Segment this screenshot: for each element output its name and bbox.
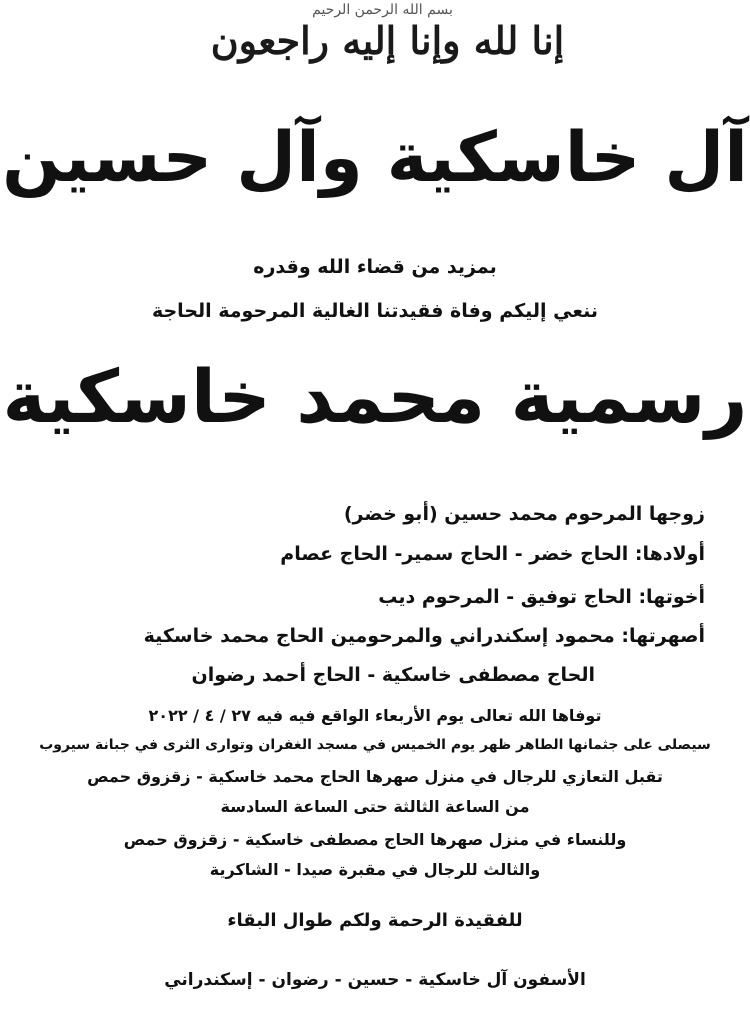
- intro-line-2: ننعي إليكم وفاة فقيدتنا الغالية المرحومة الحاجة: [151, 300, 599, 322]
- condolences-men-line: تقبل التعازي للرجال في منزل صهرها الحاج محمد خاسكية - زقزوق حمص: [87, 767, 663, 786]
- family-title: آل خاسكية وآل حسين: [2, 118, 748, 198]
- closing-line: للفقيدة الرحمة ولكم طوال البقاء: [227, 910, 523, 931]
- funeral-line: سيصلى على جثمانها الطاهر ظهر يوم الخميس في مسجد الغفران وتوارى الثرى في جبانة سيروب: [39, 737, 711, 753]
- quran-verse-calligraphy: إنا لله وإنا إليه راجعون: [210, 18, 565, 63]
- mourners-line: الأسفون آل خاسكية - حسين - رضوان - إسكندراني: [164, 970, 586, 990]
- relative-sisters: أخوتها: الحاج توفيق - المرحوم ديب: [378, 586, 705, 608]
- relative-inlaws-line-1: أصهرتها: محمود إسكندراني والمرحومين الحاج محمد خاسكية: [143, 625, 705, 647]
- relative-children: أولادها: الحاج خضر - الحاج سمير- الحاج عصام: [280, 543, 705, 565]
- third-day-line: والثالث للرجال في مقبرة صيدا - الشاكرية: [209, 860, 541, 879]
- relative-inlaws-line-2: الحاج مصطفى خاسكية - الحاج أحمد رضوان: [191, 664, 595, 686]
- deceased-name: رسمية محمد خاسكية: [2, 355, 748, 440]
- basmala-text: بسم الله الرحمن الرحيم: [312, 2, 453, 18]
- intro-line-1: بمزيد من قضاء الله وقدره: [253, 256, 497, 278]
- condolences-hours-line: من الساعة الثالثة حتى الساعة السادسة: [220, 797, 530, 816]
- relative-husband: زوجها المرحوم محمد حسين (أبو خضر): [343, 503, 705, 525]
- death-date-line: توفاها الله تعالى يوم الأربعاء الواقع فيه فيه ٢٧ / ٤ / ٢٠٢٢: [148, 706, 602, 725]
- condolences-women-line: وللنساء في منزل صهرها الحاج مصطفى خاسكية - زقزوق حمص: [123, 830, 627, 849]
